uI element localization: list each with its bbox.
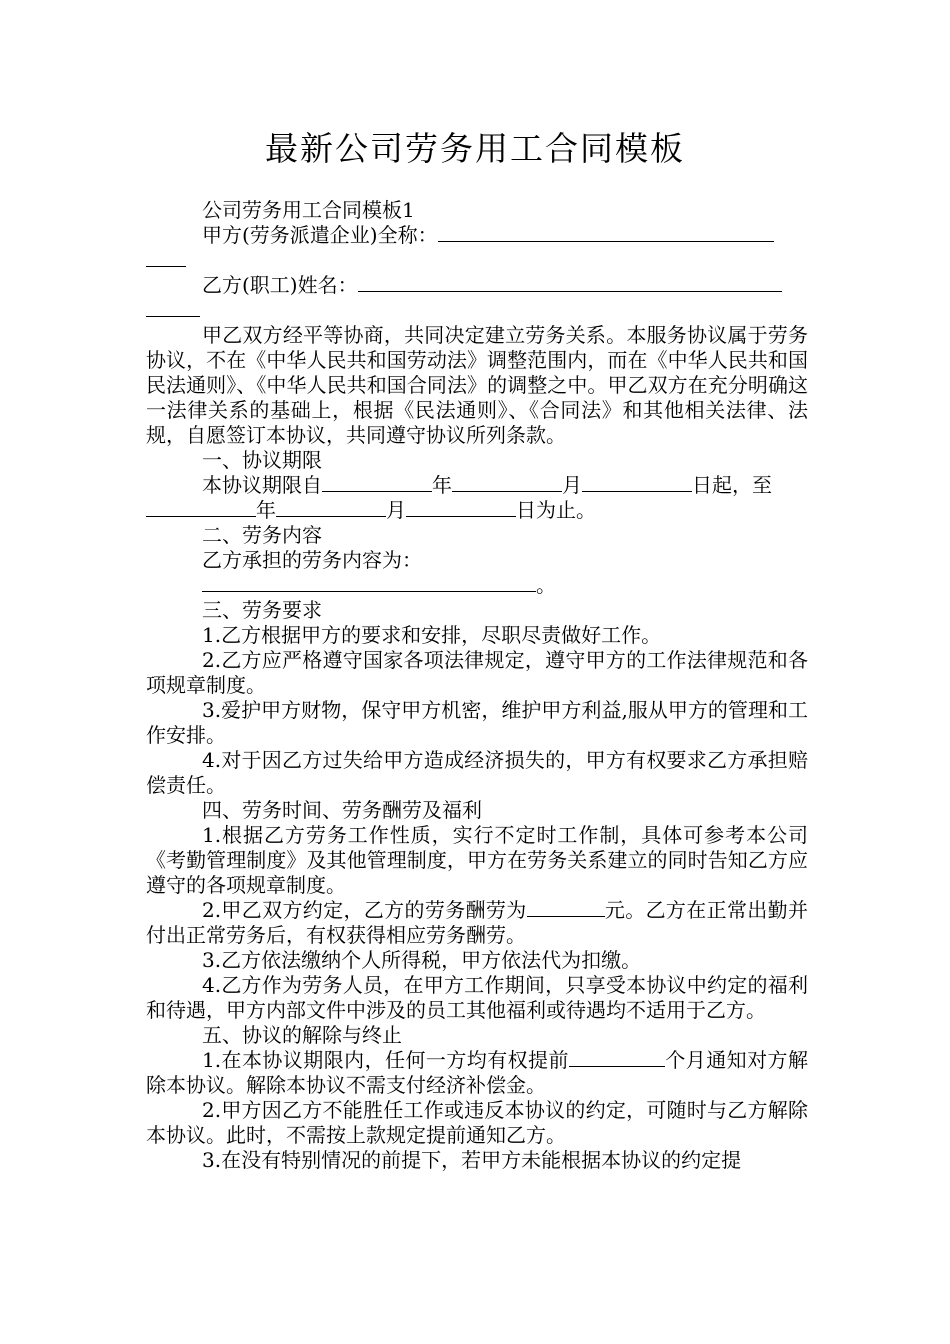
contract-subtitle: 公司劳务用工合同模板1: [202, 198, 415, 222]
notice-months-blank[interactable]: [569, 1048, 665, 1067]
end-year-blank[interactable]: [146, 498, 256, 517]
pay-item-2: 2.甲乙双方约定，乙方的劳务酬劳为 元。乙方在正常出勤并付出正常劳务后，有权获得相应劳务酬劳。: [146, 898, 808, 947]
termination-item-1: 1.在本协议期限内，任何一方均有权提前 个月通知对方解除本协议。解除本协议不需支付经济补偿金。: [146, 1048, 808, 1097]
preamble-paragraph: 甲乙双方经平等协商，共同决定建立劳务关系。本服务协议属于劳务协议，不在《中华人民共和国劳动法》调整范围内，而在《中华人民共和国民法通则》、《中华人民共和国合同法》的调整之中。甲乙双方在充分明确这一法律关系的基础上，根据《民法通则》、《合同法》和其他相关法律、法规，自愿签订本协议，共同遵守协议所列条款。: [146, 323, 808, 447]
pay-amount-blank[interactable]: [527, 898, 605, 917]
party-a-blank-continuation: [146, 248, 808, 273]
party-b-label: 乙方(职工)姓名：: [202, 273, 358, 297]
requirement-item: 4.对于因乙方过失给甲方造成经济损失的，甲方有权要求乙方承担赔偿责任。: [146, 748, 808, 797]
pay-item-4: 4.乙方作为劳务人员，在甲方工作期间，只享受本协议中约定的福利和待遇，甲方内部文件中涉及的员工其他福利或待遇均不适用于乙方。: [146, 973, 808, 1022]
section-1-heading: 一、协议期限: [202, 448, 322, 472]
termination-item-3: 3.在没有特别情况的前提下，若甲方未能根据本协议的约定提: [202, 1148, 742, 1172]
party-b-blank[interactable]: [358, 273, 782, 292]
end-day-blank[interactable]: [406, 498, 516, 517]
section-3-heading: 三、劳务要求: [202, 598, 322, 622]
document-body: [146, 198, 808, 1173]
service-content-line: 。: [146, 573, 808, 598]
start-day-blank[interactable]: [582, 473, 692, 492]
requirement-item: 3.爱护甲方财物，保守甲方机密，维护甲方利益,服从甲方的管理和工作安排。: [146, 698, 808, 747]
requirement-item: 2.乙方应严格遵守国家各项法律规定，遵守甲方的工作法律规范和各项规章制度。: [146, 648, 808, 697]
party-b-line: [146, 273, 808, 298]
section-5-heading: 五、协议的解除与终止: [202, 1023, 402, 1047]
service-content-intro: 乙方承担的劳务内容为：: [202, 548, 422, 572]
pay-item-3: 3.乙方依法缴纳个人所得税，甲方依法代为扣缴。: [202, 948, 642, 972]
pay-item-1: 1.根据乙方劳务工作性质，实行不定时工作制，具体可参考本公司《考勤管理制度》及其他管理制度，甲方在劳务关系建立的同时告知乙方应遵守的各项规章制度。: [146, 823, 808, 897]
end-month-blank[interactable]: [276, 498, 386, 517]
start-year-blank[interactable]: [322, 473, 432, 492]
party-a-blank-tail[interactable]: [146, 248, 186, 267]
term-line-2: 年 月 日为止。: [146, 498, 808, 523]
party-a-label: 甲方(劳务派遣企业)全称：: [202, 223, 438, 247]
termination-item-2: 2.甲方因乙方不能胜任工作或违反本协议的约定，可随时与乙方解除本协议。此时，不需按上款规定提前通知乙方。: [146, 1098, 808, 1147]
start-month-blank[interactable]: [452, 473, 562, 492]
service-content-blank[interactable]: [202, 573, 536, 592]
section-2-heading: 二、劳务内容: [202, 523, 322, 547]
term-line-1: 本协议期限自 年 月 日起，至: [202, 473, 772, 497]
party-b-blank-continuation: [146, 298, 808, 323]
party-a-line: [146, 223, 808, 248]
party-a-blank[interactable]: [438, 223, 774, 242]
section-4-heading: 四、劳务时间、劳务酬劳及福利: [202, 798, 482, 822]
document-title: 最新公司劳务用工合同模板: [265, 129, 685, 168]
requirement-item: 1.乙方根据甲方的要求和安排，尽职尽责做好工作。: [202, 623, 662, 647]
party-b-blank-tail[interactable]: [146, 298, 200, 317]
